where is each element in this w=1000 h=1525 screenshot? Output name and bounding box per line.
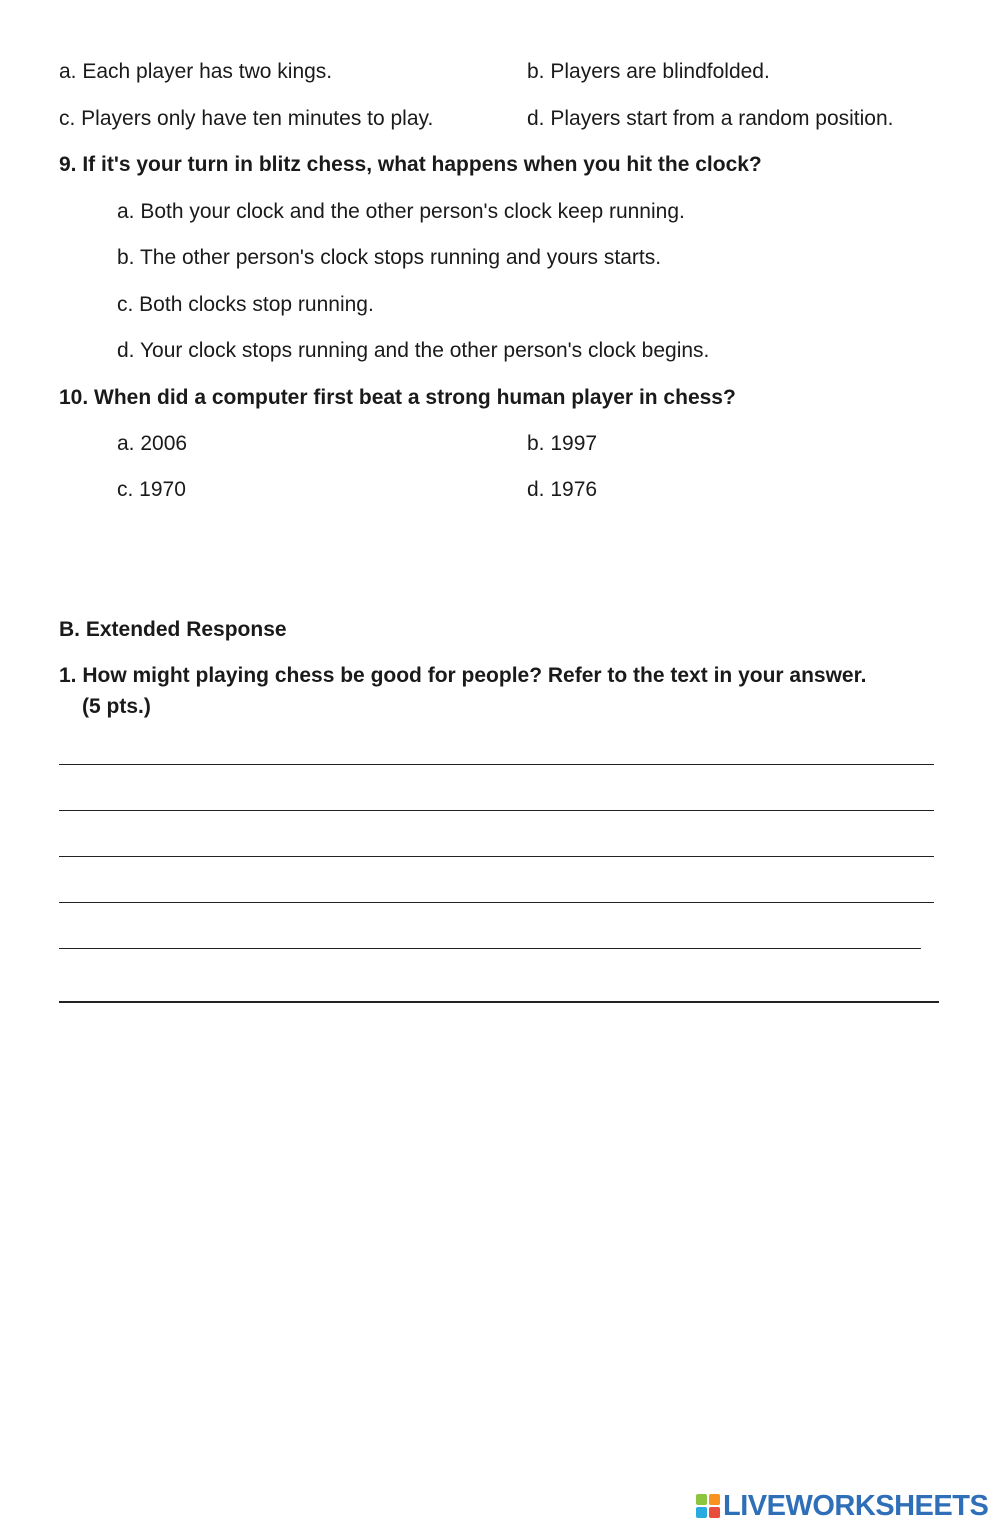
q10-question: 10. When did a computer first beat a strong human player in chess?: [59, 386, 736, 409]
logo-square-orange: [709, 1494, 720, 1505]
q10-option-a[interactable]: a. 2006: [117, 432, 188, 455]
q8-option-a[interactable]: a. Each player has two kings.: [59, 60, 333, 83]
answer-line-1[interactable]: [59, 764, 934, 765]
logo-square-green: [696, 1494, 707, 1505]
answer-line-5[interactable]: [59, 948, 921, 949]
logo-mark-icon: [696, 1494, 720, 1518]
logo-square-blue: [696, 1507, 707, 1518]
answer-line-4[interactable]: [59, 902, 934, 903]
extended-question-1-points: (5 pts.): [82, 695, 151, 718]
q9-option-c[interactable]: c. Both clocks stop running.: [117, 293, 374, 316]
logo-text: LIVEWORKSHEETS: [723, 1489, 989, 1522]
q8-option-d[interactable]: d. Players start from a random position.: [527, 107, 894, 130]
extended-question-1: 1. How might playing chess be good for people? Refer to the text in your answer.: [59, 664, 867, 687]
q9-option-a[interactable]: a. Both your clock and the other person's clock keep running.: [117, 200, 685, 223]
answer-line-2[interactable]: [59, 810, 934, 811]
q10-option-c[interactable]: c. 1970: [117, 478, 186, 501]
section-b-heading: B. Extended Response: [59, 618, 287, 641]
liveworksheets-logo: [696, 1490, 988, 1522]
q9-option-b[interactable]: b. The other person's clock stops running and yours starts.: [117, 246, 662, 269]
answer-line-3[interactable]: [59, 856, 934, 857]
q10-option-b[interactable]: b. 1997: [527, 432, 598, 455]
q8-option-b[interactable]: b. Players are blindfolded.: [527, 60, 770, 83]
q9-option-d[interactable]: d. Your clock stops running and the other person's clock begins.: [117, 339, 710, 362]
logo-square-red: [709, 1507, 720, 1518]
answer-line-6[interactable]: [59, 1001, 939, 1003]
q9-question: 9. If it's your turn in blitz chess, what happens when you hit the clock?: [59, 153, 762, 176]
q8-option-c[interactable]: c. Players only have ten minutes to play.: [59, 107, 434, 130]
q10-option-d[interactable]: d. 1976: [527, 478, 598, 501]
